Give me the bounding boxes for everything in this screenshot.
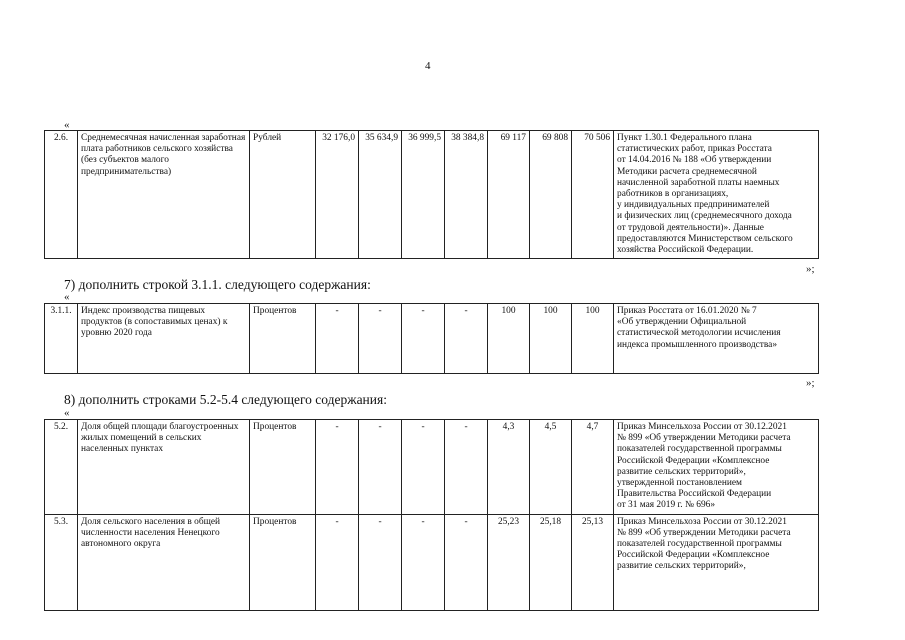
value-cell: 36 999,5 [402, 131, 445, 259]
value-cell: - [445, 420, 488, 515]
close-quote: »; [806, 263, 815, 275]
table-row [45, 514, 819, 610]
value-cell: 70 506 [572, 131, 614, 259]
indicator-name: Индекс производства пищевых продуктов (в сопоставимых ценах) к уровню 2020 года [78, 304, 250, 374]
value-cell: - [359, 304, 402, 374]
open-quote: « [64, 407, 70, 419]
unit-cell: Процентов [250, 304, 316, 374]
value-cell: 100 [488, 304, 530, 374]
table-indicator-2-6 [44, 130, 819, 259]
page-number: 4 [425, 60, 431, 72]
value-cell: - [445, 304, 488, 374]
value-cell: 4,7 [572, 420, 614, 515]
value-cell: 4,5 [530, 420, 572, 515]
unit-cell: Процентов [250, 514, 316, 610]
unit-cell: Рублей [250, 131, 316, 259]
indicator-name: Доля сельского населения в общей численности населения Ненецкого автономного округа [78, 514, 250, 610]
value-cell: - [359, 420, 402, 515]
value-cell: - [402, 514, 445, 610]
value-cell: 32 176,0 [316, 131, 359, 259]
row-number: 2.6. [45, 131, 78, 259]
table-row [45, 131, 819, 259]
value-cell: 38 384,8 [445, 131, 488, 259]
section-8-heading: 8) дополнить строками 5.2-5.4 следующего содержания: [64, 392, 387, 407]
row-number: 3.1.1. [45, 304, 78, 374]
value-cell: 25,13 [572, 514, 614, 610]
value-cell: 4,3 [488, 420, 530, 515]
value-cell: 69 117 [488, 131, 530, 259]
value-cell: - [402, 304, 445, 374]
value-cell: 100 [530, 304, 572, 374]
value-cell: - [316, 304, 359, 374]
value-cell: - [359, 514, 402, 610]
source-reference: Приказ Минсельхоза России от 30.12.2021 № 899 «Об утверждении Методики расчета показателей государственной программы Российской Федерации «Комплексное развитие сельских территорий», [614, 514, 819, 610]
table-indicator-3-1-1 [44, 303, 819, 374]
value-cell: - [445, 514, 488, 610]
value-cell: 25,18 [530, 514, 572, 610]
value-cell: 35 634,9 [359, 131, 402, 259]
table-row [45, 304, 819, 374]
value-cell: 69 808 [530, 131, 572, 259]
indicator-name: Доля общей площади благоустроенных жилых помещений в сельских населенных пунктах [78, 420, 250, 515]
section-7-heading: 7) дополнить строкой 3.1.1. следующего содержания: [64, 277, 371, 292]
open-quote: « [64, 119, 70, 131]
row-number: 5.2. [45, 420, 78, 515]
value-cell: 100 [572, 304, 614, 374]
table-indicators-5-2-5-3 [44, 419, 819, 611]
indicator-name: Среднемесячная начисленная заработная плата работников сельского хозяйства (без субъектов малого предпринимательства) [78, 131, 250, 259]
open-quote: « [64, 291, 70, 303]
source-reference: Приказ Росстата от 16.01.2020 № 7 «Об утверждении Официальной статистической методологии исчисления индекса промышленного производства» [614, 304, 819, 374]
source-reference: Приказ Минсельхоза России от 30.12.2021 № 899 «Об утверждении Методики расчета показателей государственной программы Российской Федерации «Комплексное развитие сельских территорий», утвержденной постановлением Правительства Российской Федерации от 31 мая 2019 г. № 696» [614, 420, 819, 515]
value-cell: - [316, 514, 359, 610]
close-quote: »; [806, 377, 815, 389]
source-reference: Пункт 1.30.1 Федерального плана статистических работ, приказ Росстата от 14.04.2016 № 188 «Об утверждении Методики расчета среднемесячной начисленной заработной платы наемных работников в организациях, у индивидуальных предпринимателей и физических лиц (среднемесячного дохода от трудовой деятельности)». Данные предоставляются Министерством сельского хозяйства Российской Федерации. [614, 131, 819, 259]
row-number: 5.3. [45, 514, 78, 610]
value-cell: 25,23 [488, 514, 530, 610]
table-row [45, 420, 819, 515]
value-cell: - [402, 420, 445, 515]
unit-cell: Процентов [250, 420, 316, 515]
value-cell: - [316, 420, 359, 515]
